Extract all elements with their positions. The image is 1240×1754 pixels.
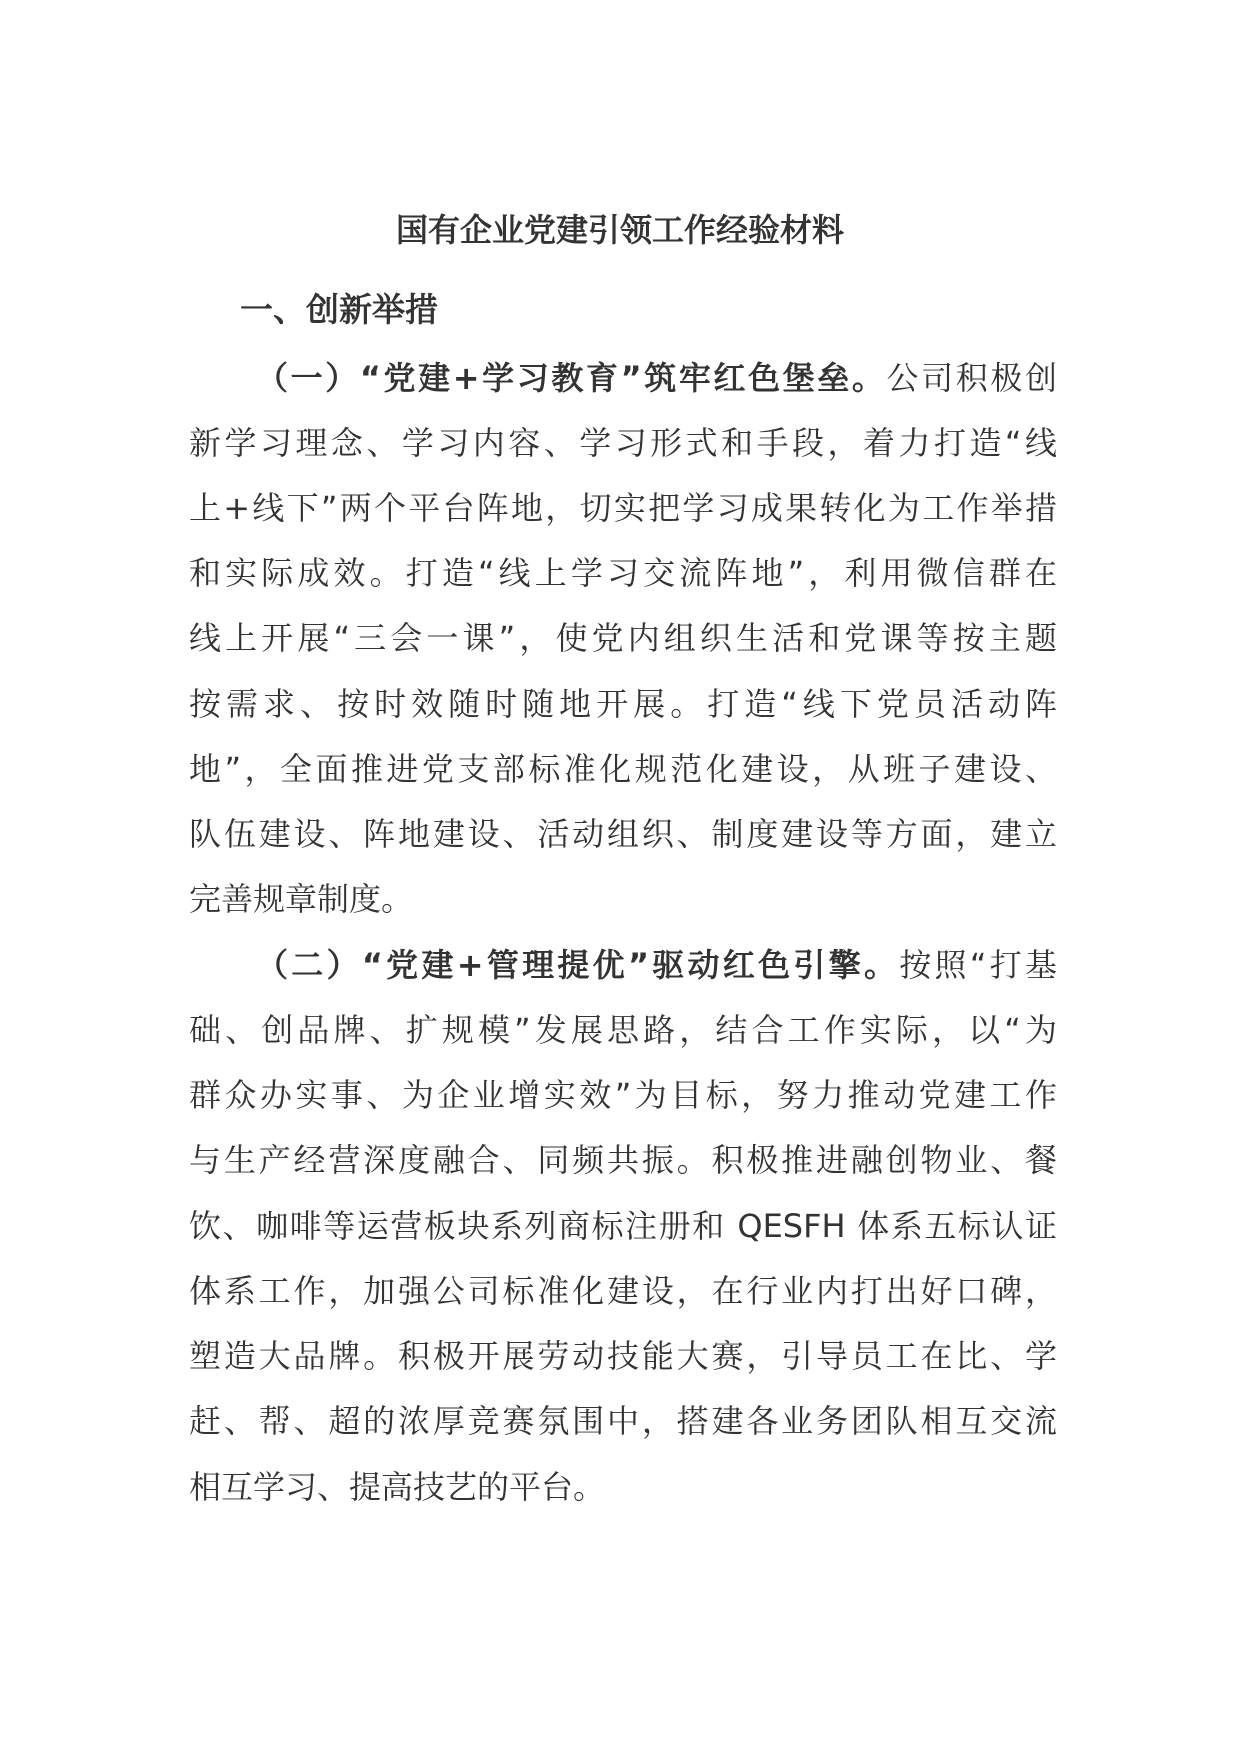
paragraph-lead: （二）“党建+管理提优”驱动红色引擎。 [256,946,900,984]
document-title: 国有企业党建引领工作经验材料 [395,211,844,249]
text-line: 群众办实事、为企业增实效”为目标，努力推动党建工作 [189,1076,1057,1114]
text-line: 础、创品牌、扩规模”发展思路，结合工作实际，以“为 [189,1011,1057,1049]
text-line: 按需求、按时效随时随地开展。打造“线下党员活动阵 [189,685,1057,723]
text-line: 饮、咖啡等运营板块系列商标注册和 QESFH 体系五标认证 [189,1207,1057,1245]
text-line: 和实际成效。打造“线上学习交流阵地”，利用微信群在 [189,554,1057,592]
text-line: 完善规章制度。 [189,880,414,918]
text-line: 新学习理念、学习内容、学习形式和手段，着力打造“线 [189,424,1057,462]
paragraph-lead: （一）“党建+学习教育”筑牢红色堡垒。 [256,359,887,397]
text-span: 按照“打基 [899,946,1057,984]
text-span: 公司积极创 [886,359,1057,397]
text-line: 赶、帮、超的浓厚竞赛氛围中，搭建各业务团队相互交流 [189,1402,1057,1440]
text-line [256,942,1057,988]
text-line: 地”，全面推进党支部标准化规范化建设，从班子建设、 [189,750,1057,788]
text-line: 与生产经营深度融合、同频共振。积极推进融创物业、餐 [189,1141,1057,1179]
section-heading: 一、创新举措 [240,290,438,329]
text-line: 上+线下”两个平台阵地，切实把学习成果转化为工作举措 [189,489,1057,527]
text-line: 体系工作，加强公司标准化建设，在行业内打出好口碑， [189,1272,1057,1310]
text-line: 塑造大品牌。积极开展劳动技能大赛，引导员工在比、学 [189,1337,1057,1375]
text-line: 线上开展“三会一课”，使党内组织生活和党课等按主题 [189,619,1057,657]
text-line: 相互学习、提高技艺的平台。 [189,1468,606,1506]
text-line: 队伍建设、阵地建设、活动组织、制度建设等方面，建立 [189,815,1057,853]
text-line [256,355,1057,401]
